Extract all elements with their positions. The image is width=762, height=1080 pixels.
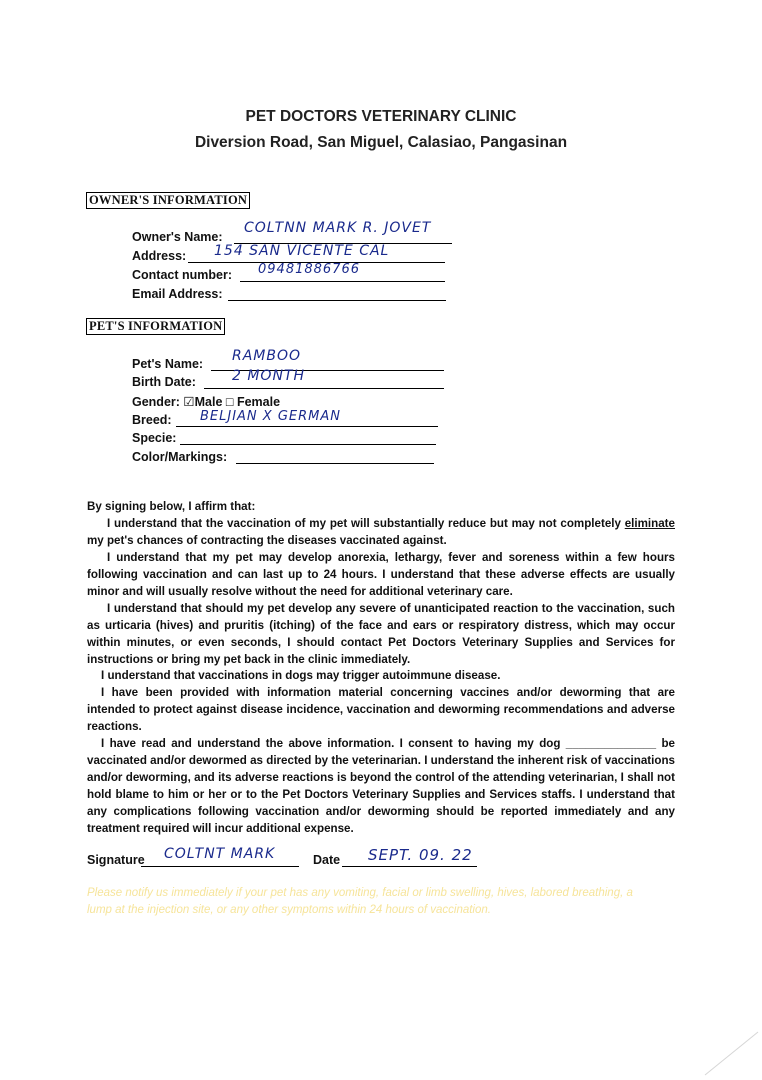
date-value[interactable]: SEPT. 09. 22 bbox=[368, 846, 473, 864]
consent-p4-text: I understand that vaccinations in dogs may trigger autoimmune disease. bbox=[101, 669, 501, 682]
male-checkbox[interactable]: ☑ bbox=[183, 395, 195, 409]
signature-label: Signature bbox=[87, 853, 145, 867]
owner-name-value[interactable]: COLTNN MARK R. JOVET bbox=[244, 220, 432, 236]
pet-name-label: Pet's Name: bbox=[132, 357, 204, 371]
pet-name-value[interactable]: RAMBOO bbox=[232, 348, 302, 364]
breed-value[interactable]: BELJIAN X GERMAN bbox=[200, 409, 341, 424]
consent-paragraph-4 bbox=[87, 667, 675, 684]
consent-paragraph-1 bbox=[87, 515, 675, 549]
birth-date-label: Birth Date: bbox=[132, 375, 196, 389]
consent-paragraph-3 bbox=[87, 600, 675, 668]
footer-note: Please notify us immediately if your pet has any vomiting, facial or limb swelling, hives, labored breathing, a lump at the injection site, or any other symptoms within 24 hours of vaccination. bbox=[87, 887, 633, 916]
contact-value[interactable]: 09481886766 bbox=[258, 262, 360, 277]
date-line bbox=[342, 866, 477, 867]
consent-paragraph-2 bbox=[87, 549, 675, 600]
gender-row bbox=[132, 394, 280, 409]
consent-p6-text: be vaccinated and/or dewormed as directed by the veterinarian. I understand the inherent risk of vaccinations and/or deworming, and its adverse reactions is beyond the control of the attending veterinarian, I shall not hold blame to him or her or to the Pet Doctors Veterinary Supplies and Services staffs. I understand that any complications following vaccination and/or deworming should be reported immediately and any treatment required will incur additional expense. bbox=[87, 737, 675, 835]
owner-section-label: OWNER'S INFORMATION bbox=[86, 192, 250, 209]
consent-p1-underlined: eliminate bbox=[624, 517, 675, 530]
contact-line bbox=[240, 281, 445, 282]
clinic-address: Diversion Road, San Miguel, Calasiao, Pangasinan bbox=[194, 134, 568, 151]
email-line bbox=[228, 300, 446, 301]
male-option-label: Male bbox=[194, 395, 223, 409]
consent-p2-text: I understand that my pet may develop anorexia, lethargy, fever and soreness within a few hours following vaccination and can last up to 24 hours. I understand that these adverse effects are usually minor and will usually resolve without the need for additional veterinary care. bbox=[87, 551, 675, 598]
consent-p5-text: I have been provided with information material concerning vaccines and/or deworming that are intended to protect against disease incidence, vaccination and deworming recommendations and adverse reactions. bbox=[87, 686, 675, 733]
consent-p1-text: I understand that the vaccination of my pet will substantially reduce but may not completely bbox=[107, 517, 621, 530]
contact-label: Contact number: bbox=[132, 268, 232, 282]
signature-line bbox=[141, 866, 299, 867]
breed-line bbox=[176, 426, 438, 427]
owner-name-label: Owner's Name: bbox=[132, 230, 223, 244]
consent-intro: By signing below, I affirm that: bbox=[87, 500, 256, 513]
specie-label: Specie: bbox=[132, 431, 177, 445]
female-checkbox[interactable]: □ bbox=[225, 395, 234, 409]
scan-artifact-line bbox=[700, 1030, 760, 1080]
gender-label: Gender: bbox=[132, 395, 180, 409]
birth-date-line bbox=[204, 388, 444, 389]
color-markings-line bbox=[236, 463, 434, 464]
address-value[interactable]: 154 SAN VICENTE CAL bbox=[214, 243, 390, 259]
consent-paragraph-5 bbox=[87, 684, 675, 735]
birth-date-value[interactable]: 2 MONTH bbox=[232, 368, 306, 384]
clinic-name: PET DOCTORS VETERINARY CLINIC bbox=[245, 108, 517, 125]
breed-label: Breed: bbox=[132, 413, 172, 427]
consent-p3-text: I understand that should my pet develop any severe of unanticipated reaction to the vaccination, such as urticaria (hives) and pruritis (itching) of the face and ears or respiratory distress, which may occur within minutes, or even seconds, I should contact Pet Doctors Veterinary Supplies and Services for instructions or bring my pet back in the clinic immediately. bbox=[87, 602, 675, 666]
email-label: Email Address: bbox=[132, 287, 223, 301]
specie-line bbox=[180, 444, 436, 445]
female-option-label: Female bbox=[236, 395, 281, 409]
signature-value[interactable]: COLTNT MARK bbox=[164, 846, 276, 862]
address-label: Address: bbox=[132, 249, 187, 263]
color-markings-label: Color/Markings: bbox=[132, 450, 228, 464]
consent-p6-line1: I have read and understand the above information. I consent to having my dog ______________ bbox=[101, 737, 657, 750]
consent-p1-end: my pet's chances of contracting the diseases vaccinated against. bbox=[87, 534, 447, 547]
consent-paragraph-6 bbox=[87, 735, 675, 837]
pet-section-label: PET'S INFORMATION bbox=[86, 318, 225, 335]
date-label: Date bbox=[313, 853, 341, 867]
